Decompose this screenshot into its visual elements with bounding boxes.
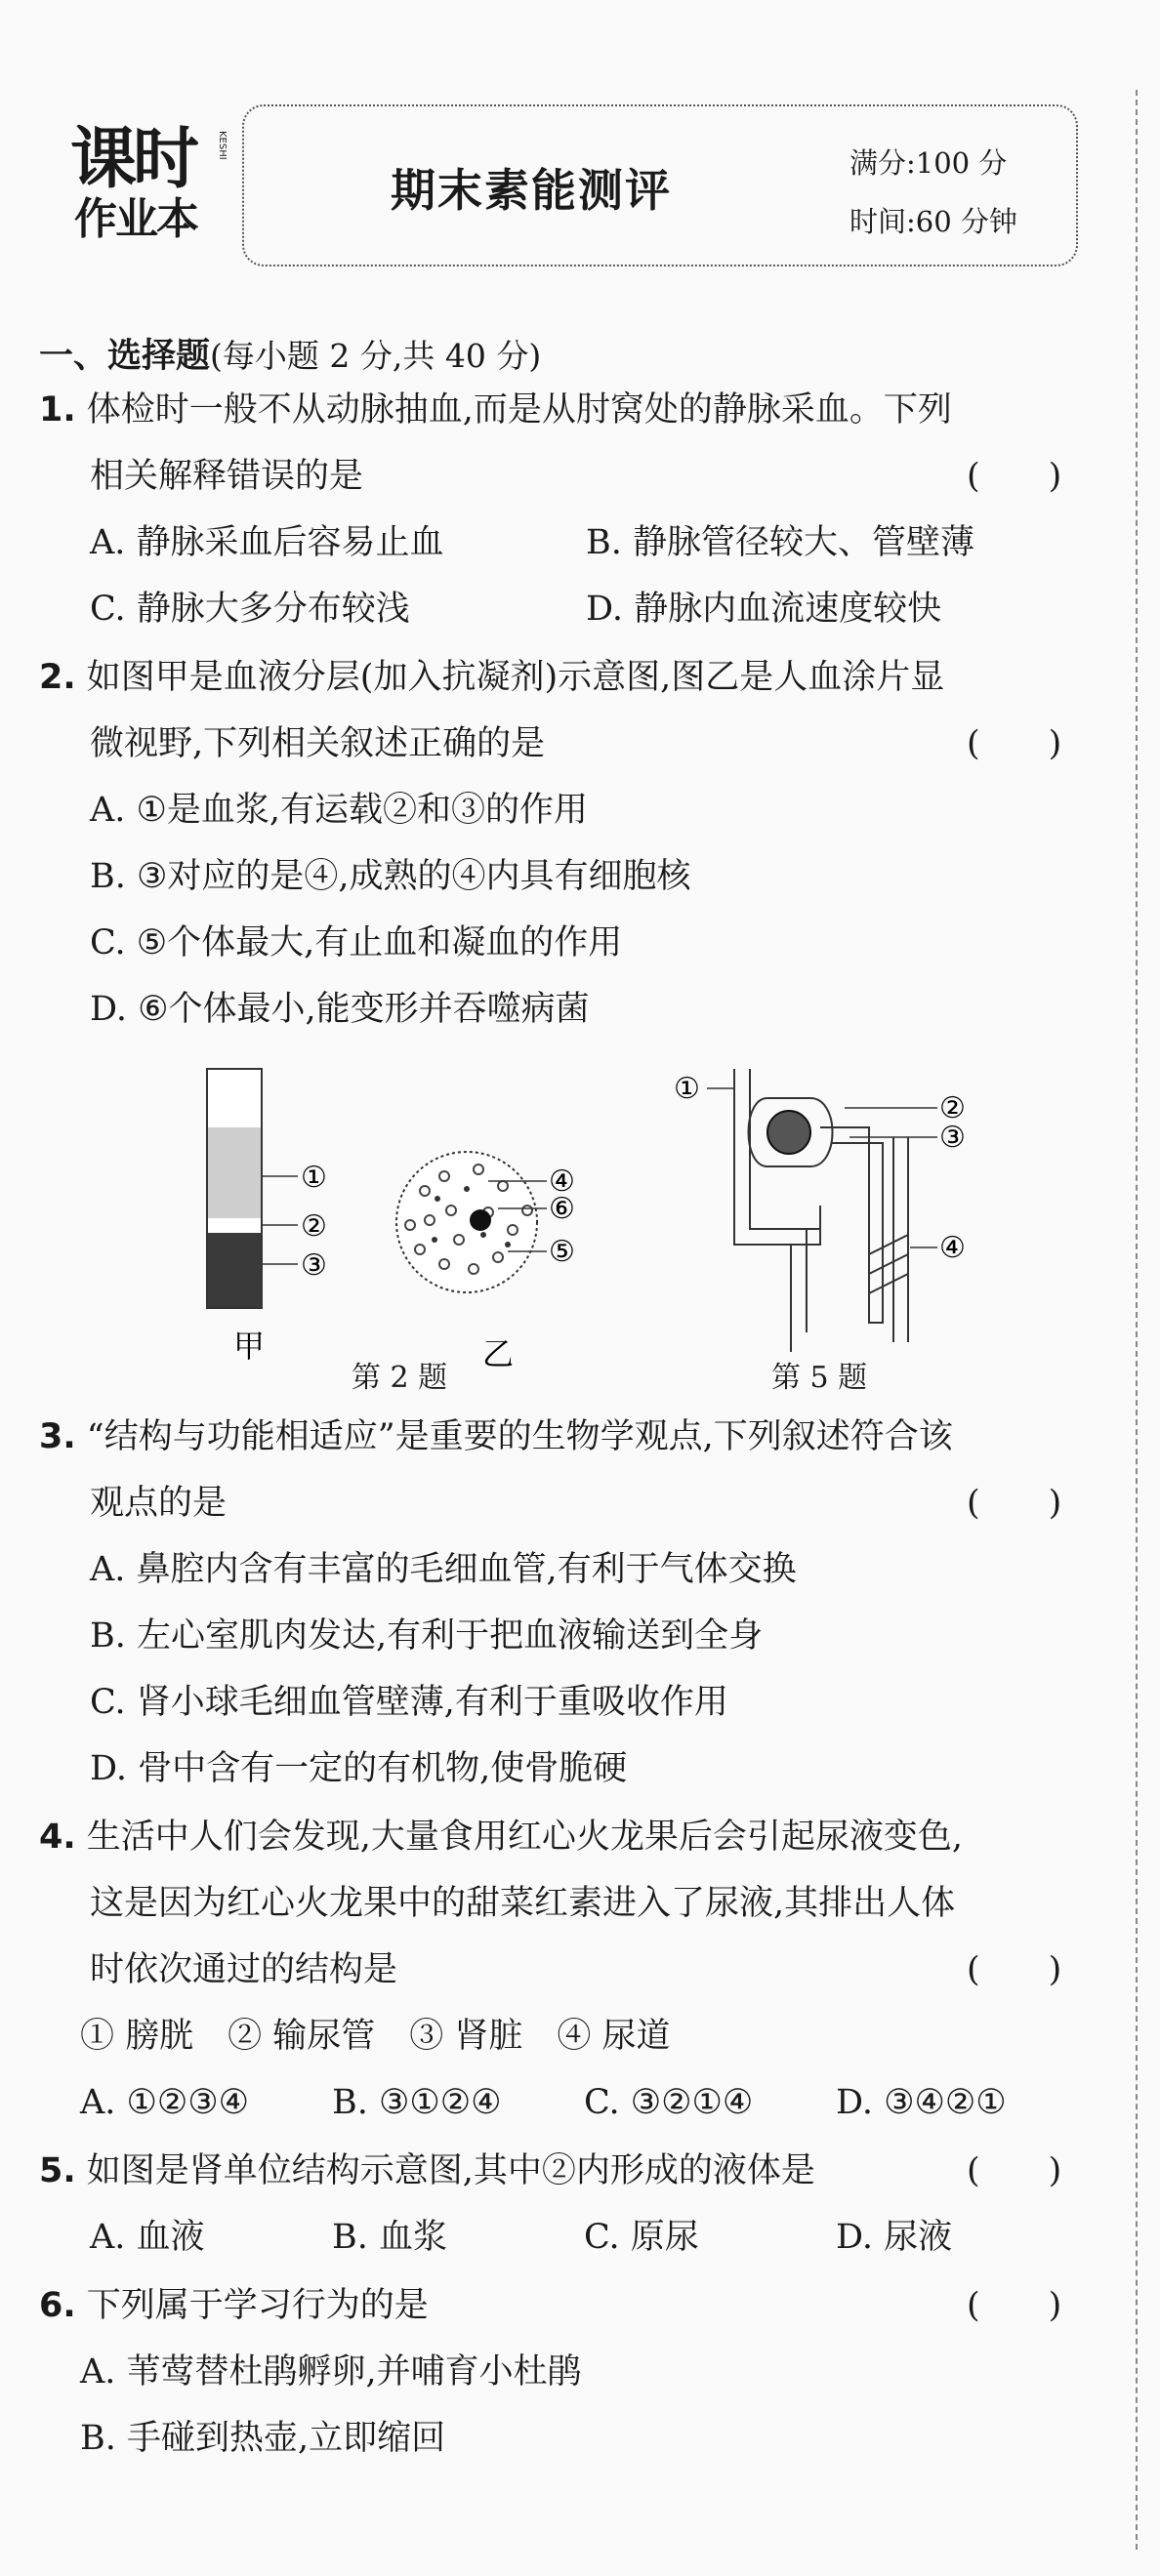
question-number: 2. bbox=[39, 658, 76, 697]
question-text: 下列属于学习行为的是 bbox=[86, 2286, 429, 2325]
logo-bottom-text: 作业本 bbox=[74, 194, 197, 244]
option-b: B. ③对应的是④,成熟的④内具有细胞核 bbox=[90, 857, 691, 896]
question-4-line3: 时依次通过的结构是 bbox=[90, 1950, 398, 1989]
question-text: 如图甲是血液分层(加入抗凝剂)示意图,图乙是人血涂片显 bbox=[86, 658, 945, 697]
label-4: ④ bbox=[939, 1231, 966, 1265]
afferent-vessel bbox=[734, 1069, 820, 1245]
option-c: C. 肾小球毛细血管壁薄,有利于重吸收作用 bbox=[90, 1683, 728, 1722]
figure-test-tube bbox=[195, 1059, 371, 1371]
option-d: D. 尿液 bbox=[836, 2218, 953, 2257]
plasma-layer bbox=[208, 1127, 261, 1218]
label-4: ④ bbox=[549, 1165, 575, 1199]
question-3 bbox=[39, 1415, 953, 1458]
label-jia: 甲 bbox=[232, 1328, 266, 1365]
question-number: 3. bbox=[39, 1417, 76, 1456]
question-text: 生活中人们会发现,大量食用红心火龙果后会引起尿液变色, bbox=[86, 1818, 964, 1857]
binding-line bbox=[1136, 90, 1138, 2550]
answer-paren[interactable]: ( ) bbox=[967, 1484, 1062, 1523]
option-b: B. ③①②④ bbox=[332, 2083, 502, 2122]
page-title: 期末素能测评 bbox=[391, 164, 672, 217]
option-a: A. 静脉采血后容易止血 bbox=[90, 523, 444, 562]
logo bbox=[70, 121, 246, 252]
smear-field bbox=[396, 1152, 537, 1292]
question-2 bbox=[39, 656, 944, 699]
answer-paren[interactable]: ( ) bbox=[967, 724, 1062, 763]
label-yi: 乙 bbox=[481, 1335, 515, 1372]
question-text: 如图是肾单位结构示意图,其中②内形成的液体是 bbox=[86, 2151, 815, 2190]
option-c: C. ⑤个体最大,有止血和凝血的作用 bbox=[90, 923, 623, 962]
answer-paren[interactable]: ( ) bbox=[967, 2151, 1062, 2190]
question-3-line2: 观点的是 bbox=[90, 1484, 228, 1523]
label-6: ⑥ bbox=[549, 1192, 575, 1226]
option-d: D. 骨中含有一定的有机物,使骨脆硬 bbox=[90, 1749, 628, 1788]
option-a: A. ①是血浆,有运载②和③的作用 bbox=[90, 791, 589, 830]
option-b: B. 左心室肌肉发达,有利于把血液输送到全身 bbox=[90, 1616, 764, 1656]
figure-blood-smear bbox=[391, 1142, 615, 1376]
question-number: 5. bbox=[39, 2151, 76, 2190]
figure-nephron bbox=[674, 1059, 996, 1362]
section-title: 一、选择题 bbox=[39, 337, 211, 376]
title-box bbox=[242, 104, 1078, 266]
score-info: 满分:100 分 bbox=[849, 146, 1008, 180]
logo-top-text: 课时 bbox=[70, 121, 196, 198]
section-heading bbox=[39, 329, 541, 378]
figure-caption-5: 第 5 题 bbox=[771, 1361, 868, 1395]
option-b: B. 血浆 bbox=[332, 2218, 447, 2257]
collecting-duct bbox=[791, 1229, 807, 1352]
question-4 bbox=[39, 1816, 963, 1859]
option-d: D. ③④②① bbox=[836, 2083, 1007, 2122]
answer-paren[interactable]: ( ) bbox=[967, 2286, 1062, 2325]
question-2-line2: 微视野,下列相关叙述正确的是 bbox=[90, 724, 546, 763]
reabsorption-arrows bbox=[869, 1235, 908, 1293]
answer-paren[interactable]: ( ) bbox=[967, 1950, 1062, 1989]
question-1 bbox=[39, 388, 952, 431]
option-b: B. 静脉管径较大、管壁薄 bbox=[586, 523, 974, 562]
question-text: 体检时一般不从动脉抽血,而是从肘窝处的静脉采血。下列 bbox=[86, 390, 952, 429]
question-number: 1. bbox=[39, 390, 76, 429]
option-a: A. 苇莺替杜鹃孵卵,并哺育小杜鹃 bbox=[80, 2352, 582, 2392]
option-b: B. 手碰到热壶,立即缩回 bbox=[80, 2419, 446, 2458]
renal-tubule bbox=[820, 1127, 883, 1323]
question-4-items: ① 膀胱 ② 输尿管 ③ 肾脏 ④ 尿道 bbox=[80, 2017, 671, 2056]
option-d: D. 静脉内血流速度较快 bbox=[586, 590, 942, 629]
label-5: ⑤ bbox=[549, 1235, 575, 1269]
white-blood-cell bbox=[470, 1209, 491, 1231]
option-c: C. 静脉大多分布较浅 bbox=[90, 590, 410, 629]
option-a: A. 血液 bbox=[90, 2218, 205, 2257]
option-d: D. ⑥个体最小,能变形并吞噬病菌 bbox=[90, 990, 590, 1029]
section-note: (每小题 2 分,共 40 分) bbox=[210, 337, 542, 375]
option-c: C. 原尿 bbox=[584, 2218, 699, 2257]
answer-paren[interactable]: ( ) bbox=[967, 457, 1062, 496]
capillary bbox=[893, 1137, 908, 1342]
question-4-line2: 这是因为红心火龙果中的甜菜红素进入了尿液,其排出人体 bbox=[90, 1884, 956, 1923]
option-a: A. ①②③④ bbox=[80, 2083, 250, 2122]
label-2: ② bbox=[301, 1209, 327, 1244]
logo-side-text: KESHI bbox=[217, 131, 228, 160]
figure-caption-2: 第 2 题 bbox=[352, 1361, 448, 1395]
question-text: “结构与功能相适应”是重要的生物学观点,下列叙述符合该 bbox=[86, 1417, 953, 1456]
question-6 bbox=[39, 2284, 429, 2327]
time-info: 时间:60 分钟 bbox=[849, 205, 1017, 238]
label-2: ② bbox=[939, 1091, 966, 1125]
glomerulus bbox=[767, 1111, 810, 1154]
label-3: ③ bbox=[939, 1121, 966, 1155]
question-5 bbox=[39, 2149, 815, 2192]
question-number: 6. bbox=[39, 2286, 76, 2325]
option-c: C. ③②①④ bbox=[584, 2083, 754, 2122]
option-a: A. 鼻腔内含有丰富的毛细血管,有利于气体交换 bbox=[90, 1550, 797, 1589]
label-1: ① bbox=[301, 1161, 327, 1195]
question-number: 4. bbox=[39, 1818, 76, 1857]
question-1-line2: 相关解释错误的是 bbox=[90, 457, 364, 496]
label-1: ① bbox=[674, 1072, 700, 1106]
red-cell-layer bbox=[208, 1233, 261, 1307]
label-3: ③ bbox=[301, 1248, 327, 1283]
